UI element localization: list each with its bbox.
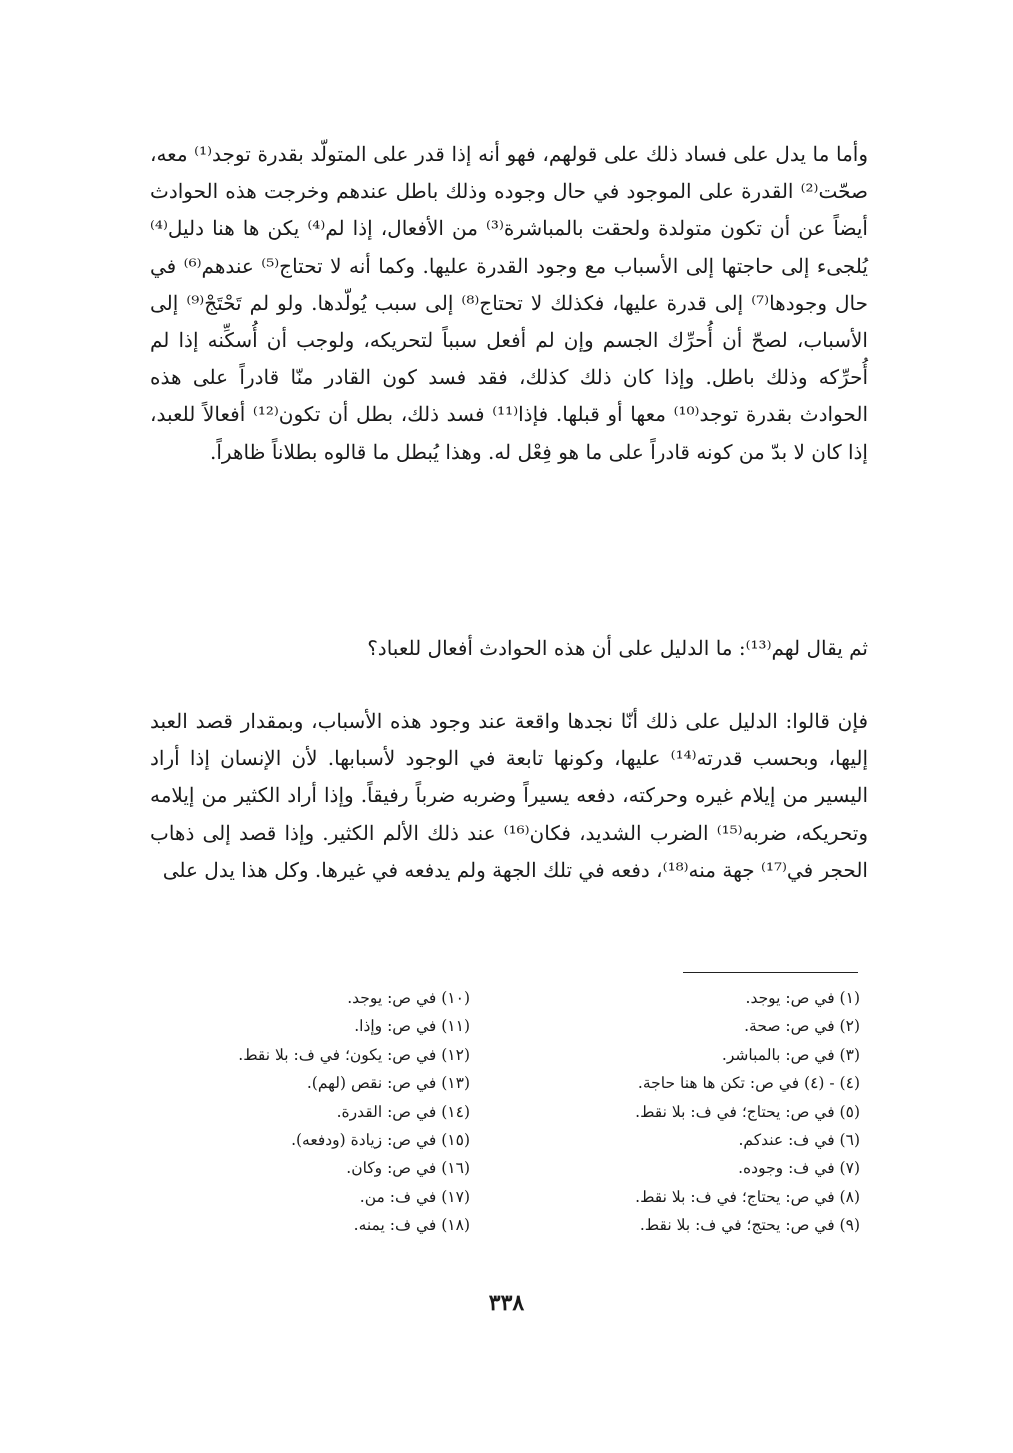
footnotes-right-column [520,984,860,1240]
page-number: ٣٣٨ [488,1290,525,1316]
footnote-10: (١٠) في ص: يوجد. [347,989,470,1007]
footnote-9: (٩) في ص: يحتج؛ في ف: بلا نقط. [639,1216,860,1235]
footnote-18: (١٨) في ف: يمنه. [353,1216,470,1235]
footnote-15: (١٥) في ص: زيادة (ودفعه). [291,1131,470,1150]
footnote-12: (١٢) في ص: يكون؛ في ف: بلا نقط. [238,1045,470,1064]
footnote-6: (٦) في ف: عندكم. [738,1131,860,1150]
footnote-16: (١٦) في ص: وكان. [346,1159,470,1178]
footnote-7: (٧) في ف: وجوده. [738,1159,860,1178]
footnote-13: (١٣) في ص: نقص (لهم). [306,1074,470,1093]
footnote-divider [683,972,858,973]
footnote-14: (١٤) في ص: القدرة. [336,1102,470,1121]
footnote-8: (٨) في ص: يحتاج؛ في ف: بلا نقط. [635,1187,860,1206]
body-paragraph-3: فإن قالوا: الدليل على ذلك أنّا نجدها واقعة عند وجود هذه الأسباب، وبمقدار قصد العبد إليها، وبحسب قدرته⁽¹⁴⁾ عليها، وكونها تابعة في الوجود لأسبابها. لأن الإنسان إذا أراد اليسير من إيلام غيره وحركته، دفعه يسيراً وضربه ضرباً رفيقاً. وإذا أراد الكثير من إيلامه وتحريكه، ضربه⁽¹⁵⁾ الضرب الشديد، فكان⁽¹⁶⁾ عند ذلك الألم الكثير. وإذا قصد إلى ذهاب الحجر في⁽¹⁷⁾ جهة منه⁽¹⁸⁾، دفعه في تلك الجهة ولم يدفعه في غيرها. وكل هذا يدل على [150,709,868,882]
body-paragraph-1: وأما ما يدل على فساد ذلك على قولهم، فهو أنه إذا قدر على المتولّد بقدرة توجد⁽¹⁾ معه، صحّت⁽²⁾ القدرة على الموجود في حال وجوده وذلك باطل عندهم وخرجت هذه الحوادث أيضاً عن أن تكون متولدة ولحقت بالمباشرة⁽³⁾ من الأفعال، إذا لم⁽⁴⁾ يكن ها هنا دليل⁽⁴⁾ يُلجىء إلى حاجتها إلى الأسباب مع وجود القدرة عليها. وكما أنه لا تحتاج⁽⁵⁾ عندهم⁽⁶⁾ في حال وجودها⁽⁷⁾ إلى قدرة عليها، فكذلك لا تحتاج⁽⁸⁾ إلى سبب يُولّدها. ولو لم تَحْتَجْ⁽⁹⁾ إلى الأسباب، لصحّ أن أُحرِّك الجسم وإن لم أفعل سبباً لتحريكه، ولوجب أن أُسكِّنه إذا لم أُحرِّكه وذلك باطل. وإذا كان ذلك كذلك، فقد فسد كون القادر منّا قادراً على هذه الحوادث بقدرة توجد⁽¹⁰⁾ معها أو قبلها. فإذا⁽¹¹⁾ فسد ذلك، بطل أن تكون⁽¹²⁾ أفعالاً للعبد، إذا كان لا بدّ من كونه قادراً على ما هو فِعْل له. وهذا يُبطل ما قالوه بطلاناً ظاهراً. [150,142,869,464]
footnote-4: (٤) - (٤) في ص: تكن ها هنا حاجة. [637,1074,860,1093]
footnotes-left-column [150,984,470,1240]
footnote-11: (١١) في ص: وإذا. [354,1017,470,1036]
footnote-1: (١) في ص: يوجد. [745,989,860,1007]
footnote-17: (١٧) في ف: من. [359,1187,470,1206]
footnote-2: (٢) في ص: صحة. [744,1017,860,1036]
footnote-5: (٥) في ص: يحتاج؛ في ف: بلا نقط. [635,1102,860,1121]
footnote-3: (٣) في ص: بالمباشر. [721,1045,860,1064]
body-paragraph-2: ثم يقال لهم⁽¹³⁾: ما الدليل على أن هذه الحوادث أفعال للعباد؟ [367,636,868,660]
